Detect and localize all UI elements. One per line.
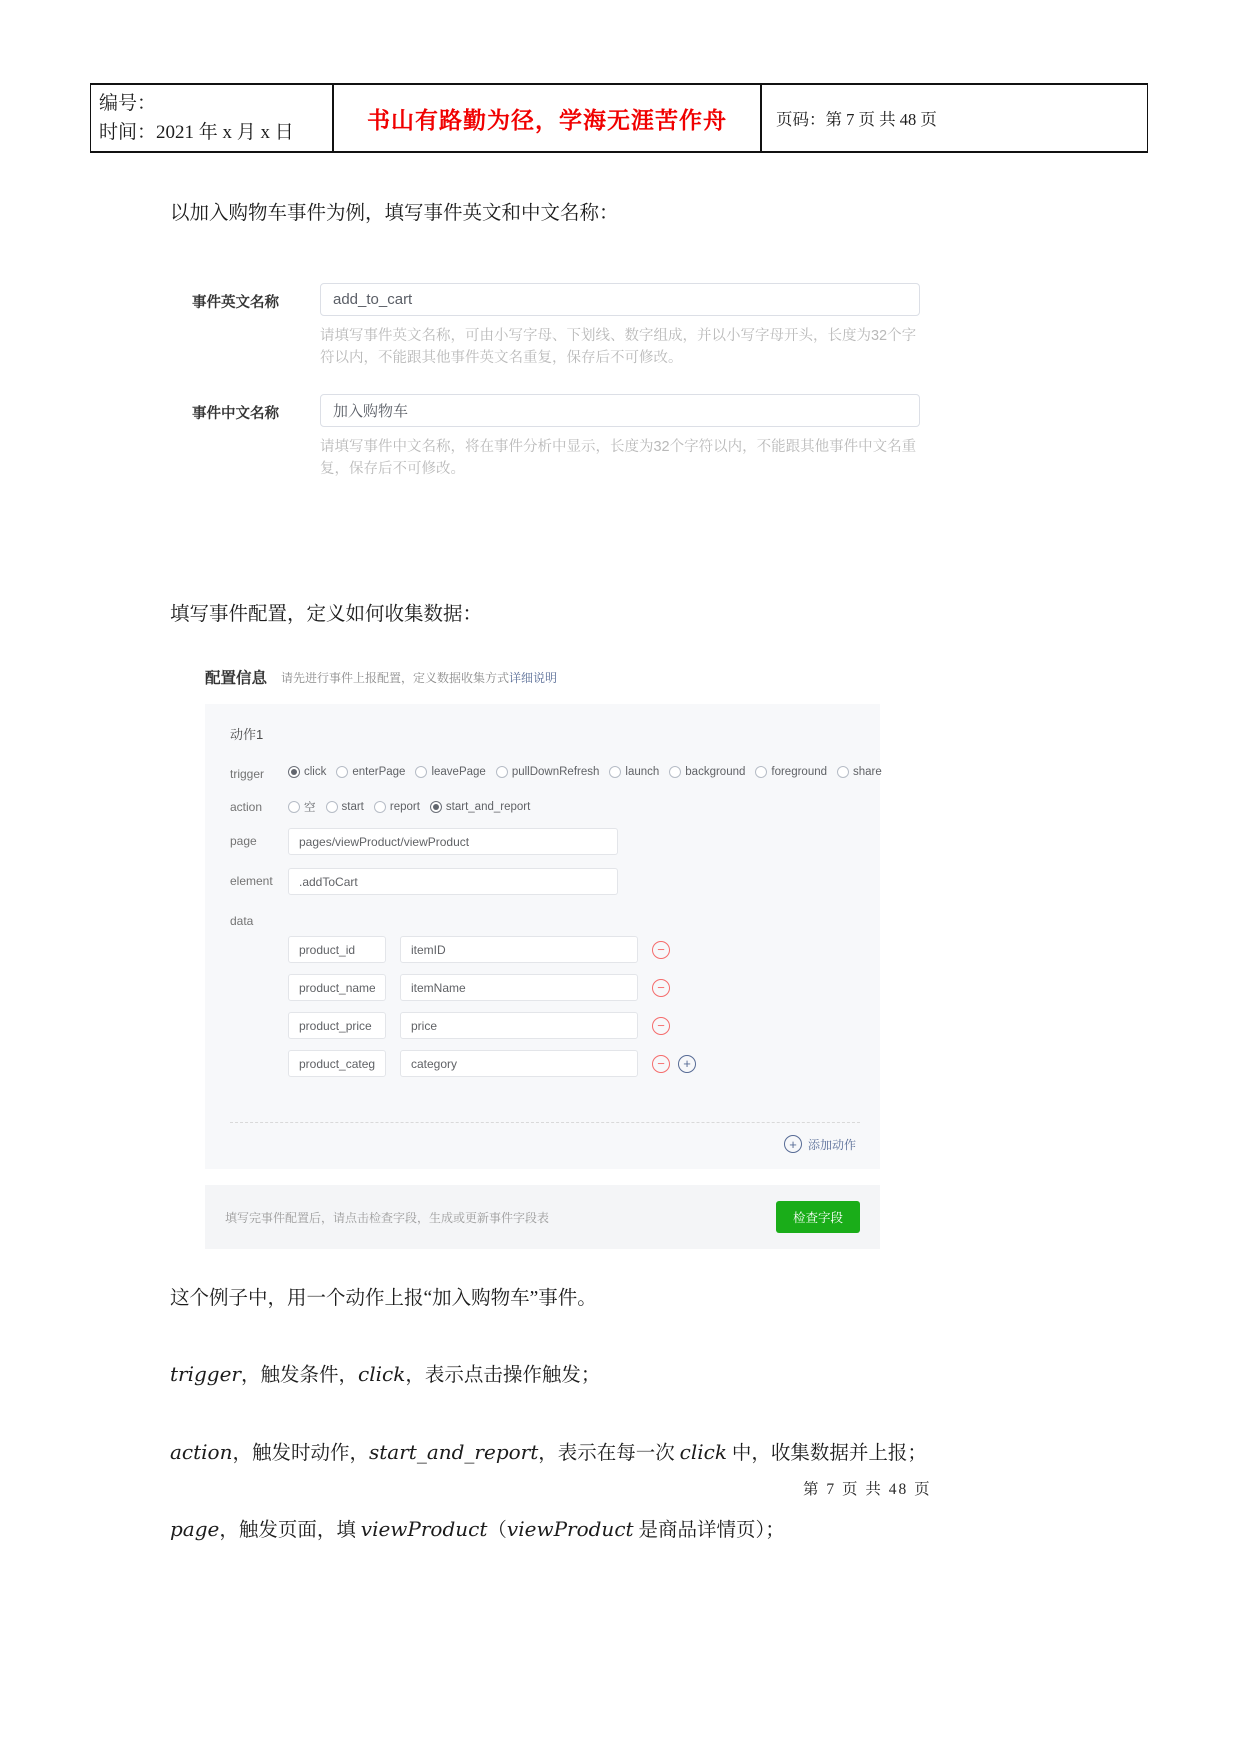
radio-start[interactable]: [326, 801, 364, 813]
action-row: [230, 794, 860, 815]
config-footer: [205, 1185, 880, 1249]
event-en-label: 事件英文名称: [192, 295, 279, 311]
radio-label: start_and_report: [445, 801, 531, 813]
radio-dot-icon: [288, 766, 300, 778]
element-label: element: [230, 874, 273, 888]
code-term: click: [679, 1439, 727, 1464]
data-key-input[interactable]: [288, 1012, 386, 1039]
paragraph-text: 这个例子中，用一个动作上报“加入购物车”事件。: [170, 1288, 597, 1309]
action-panel: [205, 704, 880, 1169]
radio-share[interactable]: [837, 766, 882, 778]
data-rows: [288, 908, 696, 1088]
config-section: [205, 666, 880, 1249]
header-left-cell: [91, 85, 334, 151]
radio-label: click: [304, 766, 327, 778]
remove-field-icon[interactable]: −: [652, 1017, 670, 1035]
paragraph-text: ，触发页面，填: [219, 1520, 361, 1542]
radio-dot-icon: [336, 766, 348, 778]
header-table: [90, 83, 1148, 153]
code-term: viewProduct: [360, 1517, 488, 1542]
check-fields-button[interactable]: 检查字段: [776, 1201, 860, 1233]
action-title: 动作1: [230, 727, 264, 742]
body-paragraph: [170, 1518, 1110, 1541]
code-term: start_and_report: [369, 1439, 539, 1464]
data-field-row: [288, 1012, 696, 1039]
data-value-input[interactable]: [400, 1012, 638, 1039]
event-en-input[interactable]: [320, 283, 920, 316]
data-field-row: [288, 974, 696, 1001]
header-right-cell: [762, 85, 1147, 151]
radio-dot-icon: [609, 766, 621, 778]
body-paragraph: [170, 1288, 1110, 1309]
radio-label: launch: [625, 766, 660, 778]
detail-doc-link[interactable]: 详细说明: [509, 670, 558, 685]
remove-field-icon[interactable]: −: [652, 1055, 670, 1073]
radio-click[interactable]: [288, 766, 326, 778]
intro-paragraph: 以加入购物车事件为例，填写事件英文和中文名称：: [170, 203, 619, 224]
event-cn-help: 请填写事件中文名称，将在事件分析中显示，长度为32个字符以内，不能跟其他事件中文名重复，保存后不可修改。: [320, 439, 917, 478]
doc-time-label: 时间：2021 年 x 月 x 日: [99, 122, 294, 144]
event-cn-label: 事件中文名称: [192, 406, 279, 422]
radio-dot-icon: [326, 801, 338, 813]
header-page-info: 页码：第 7 页 共 48 页: [776, 110, 937, 129]
add-action-plus-icon: +: [784, 1135, 802, 1153]
paragraph-text: ，触发条件，: [241, 1365, 359, 1387]
radio-enterPage[interactable]: [336, 766, 405, 778]
trigger-radio-group: [288, 761, 882, 778]
paragraph-text: 中，收集数据并上报；: [727, 1442, 927, 1464]
radio-report[interactable]: [374, 801, 420, 813]
data-value-input[interactable]: [400, 936, 638, 963]
radio-label: enterPage: [352, 766, 406, 778]
radio-dot-icon: [755, 766, 767, 778]
action-label: action: [230, 800, 263, 814]
config-title: 配置信息: [205, 670, 268, 687]
page-row: [230, 828, 860, 855]
event-en-help: 请填写事件英文名称，可由小写字母、下划线、数字组成，并以小写字母开头，长度为32个字符以内，不能跟其他事件英文名重复，保存后不可修改。: [320, 328, 917, 367]
code-term: trigger: [170, 1362, 241, 1387]
radio-foreground[interactable]: [755, 766, 827, 778]
data-value-input[interactable]: [400, 974, 638, 1001]
radio-dot-icon: [374, 801, 386, 813]
paragraph-text: （: [487, 1520, 507, 1542]
element-row: [230, 868, 860, 895]
paragraph-text: 是商品详情页）；: [633, 1520, 785, 1542]
code-term: click: [358, 1362, 406, 1387]
radio-label: leavePage: [431, 766, 486, 778]
data-key-input[interactable]: [288, 974, 386, 1001]
radio-dot-icon: [288, 801, 300, 813]
radio-pullDownRefresh[interactable]: [496, 766, 600, 778]
config-header: [205, 666, 880, 688]
element-input[interactable]: [288, 868, 618, 895]
radio-dot-icon: [430, 801, 442, 813]
radio-start_and_report[interactable]: [430, 801, 530, 813]
paragraph-text: ，表示点击操作触发；: [405, 1365, 601, 1387]
radio-dot-icon: [669, 766, 681, 778]
add-action-label: 添加动作: [807, 1137, 856, 1152]
page-input[interactable]: [288, 828, 618, 855]
explanation-paragraphs: [170, 1288, 1110, 1596]
body-paragraph: [170, 1441, 1110, 1464]
action-radio-group: [288, 794, 530, 815]
body-paragraph: [170, 1363, 1110, 1386]
page-label: page: [230, 834, 257, 848]
config-intro-paragraph: 填写事件配置，定义如何收集数据：: [170, 604, 483, 625]
radio-label: share: [853, 766, 882, 778]
radio-launch[interactable]: [609, 766, 659, 778]
add-field-icon[interactable]: +: [678, 1055, 696, 1073]
data-field-row: [288, 1050, 696, 1077]
radio-label: start: [341, 801, 364, 813]
radio-leavePage[interactable]: [415, 766, 485, 778]
radio-dot-icon: [415, 766, 427, 778]
radio-label: 空: [304, 802, 316, 814]
radio-label: pullDownRefresh: [511, 766, 600, 778]
data-label: data: [230, 914, 254, 928]
remove-field-icon[interactable]: −: [652, 979, 670, 997]
code-term: viewProduct: [506, 1517, 634, 1542]
radio-background[interactable]: [669, 766, 745, 778]
config-footer-note: 填写完事件配置后，请点击检查字段，生成或更新事件字段表: [225, 1210, 550, 1225]
config-subtitle-text: 请先进行事件上报配置，定义数据收集方式: [281, 670, 510, 685]
radio-dot-icon: [496, 766, 508, 778]
radio-空[interactable]: [288, 799, 316, 815]
radio-label: foreground: [771, 766, 828, 778]
event-cn-input[interactable]: [320, 394, 920, 427]
remove-field-icon[interactable]: −: [652, 941, 670, 959]
doc-number-label: 编号：: [99, 93, 157, 114]
paragraph-text: ，触发时动作，: [232, 1442, 369, 1464]
config-subtitle: [281, 669, 557, 686]
radio-label: background: [685, 766, 746, 778]
data-value-input[interactable]: [400, 1050, 638, 1077]
code-term: page: [170, 1517, 220, 1542]
code-term: action: [170, 1439, 233, 1464]
header-motto: 书山有路勤为径，学海无涯苦作舟: [367, 107, 727, 133]
data-field-row: [288, 936, 696, 963]
add-action-button[interactable]: [230, 1122, 860, 1163]
data-key-input[interactable]: [288, 1050, 386, 1077]
radio-label: report: [389, 801, 420, 813]
header-middle-cell: [334, 85, 762, 151]
trigger-label: trigger: [230, 767, 265, 781]
page-number-footer: 第 7 页 共 48 页: [803, 1481, 932, 1498]
paragraph-text: ，表示在每一次: [538, 1442, 680, 1464]
data-row-group: [230, 908, 860, 1088]
radio-dot-icon: [837, 766, 849, 778]
trigger-row: [230, 761, 882, 781]
data-key-input[interactable]: [288, 936, 386, 963]
